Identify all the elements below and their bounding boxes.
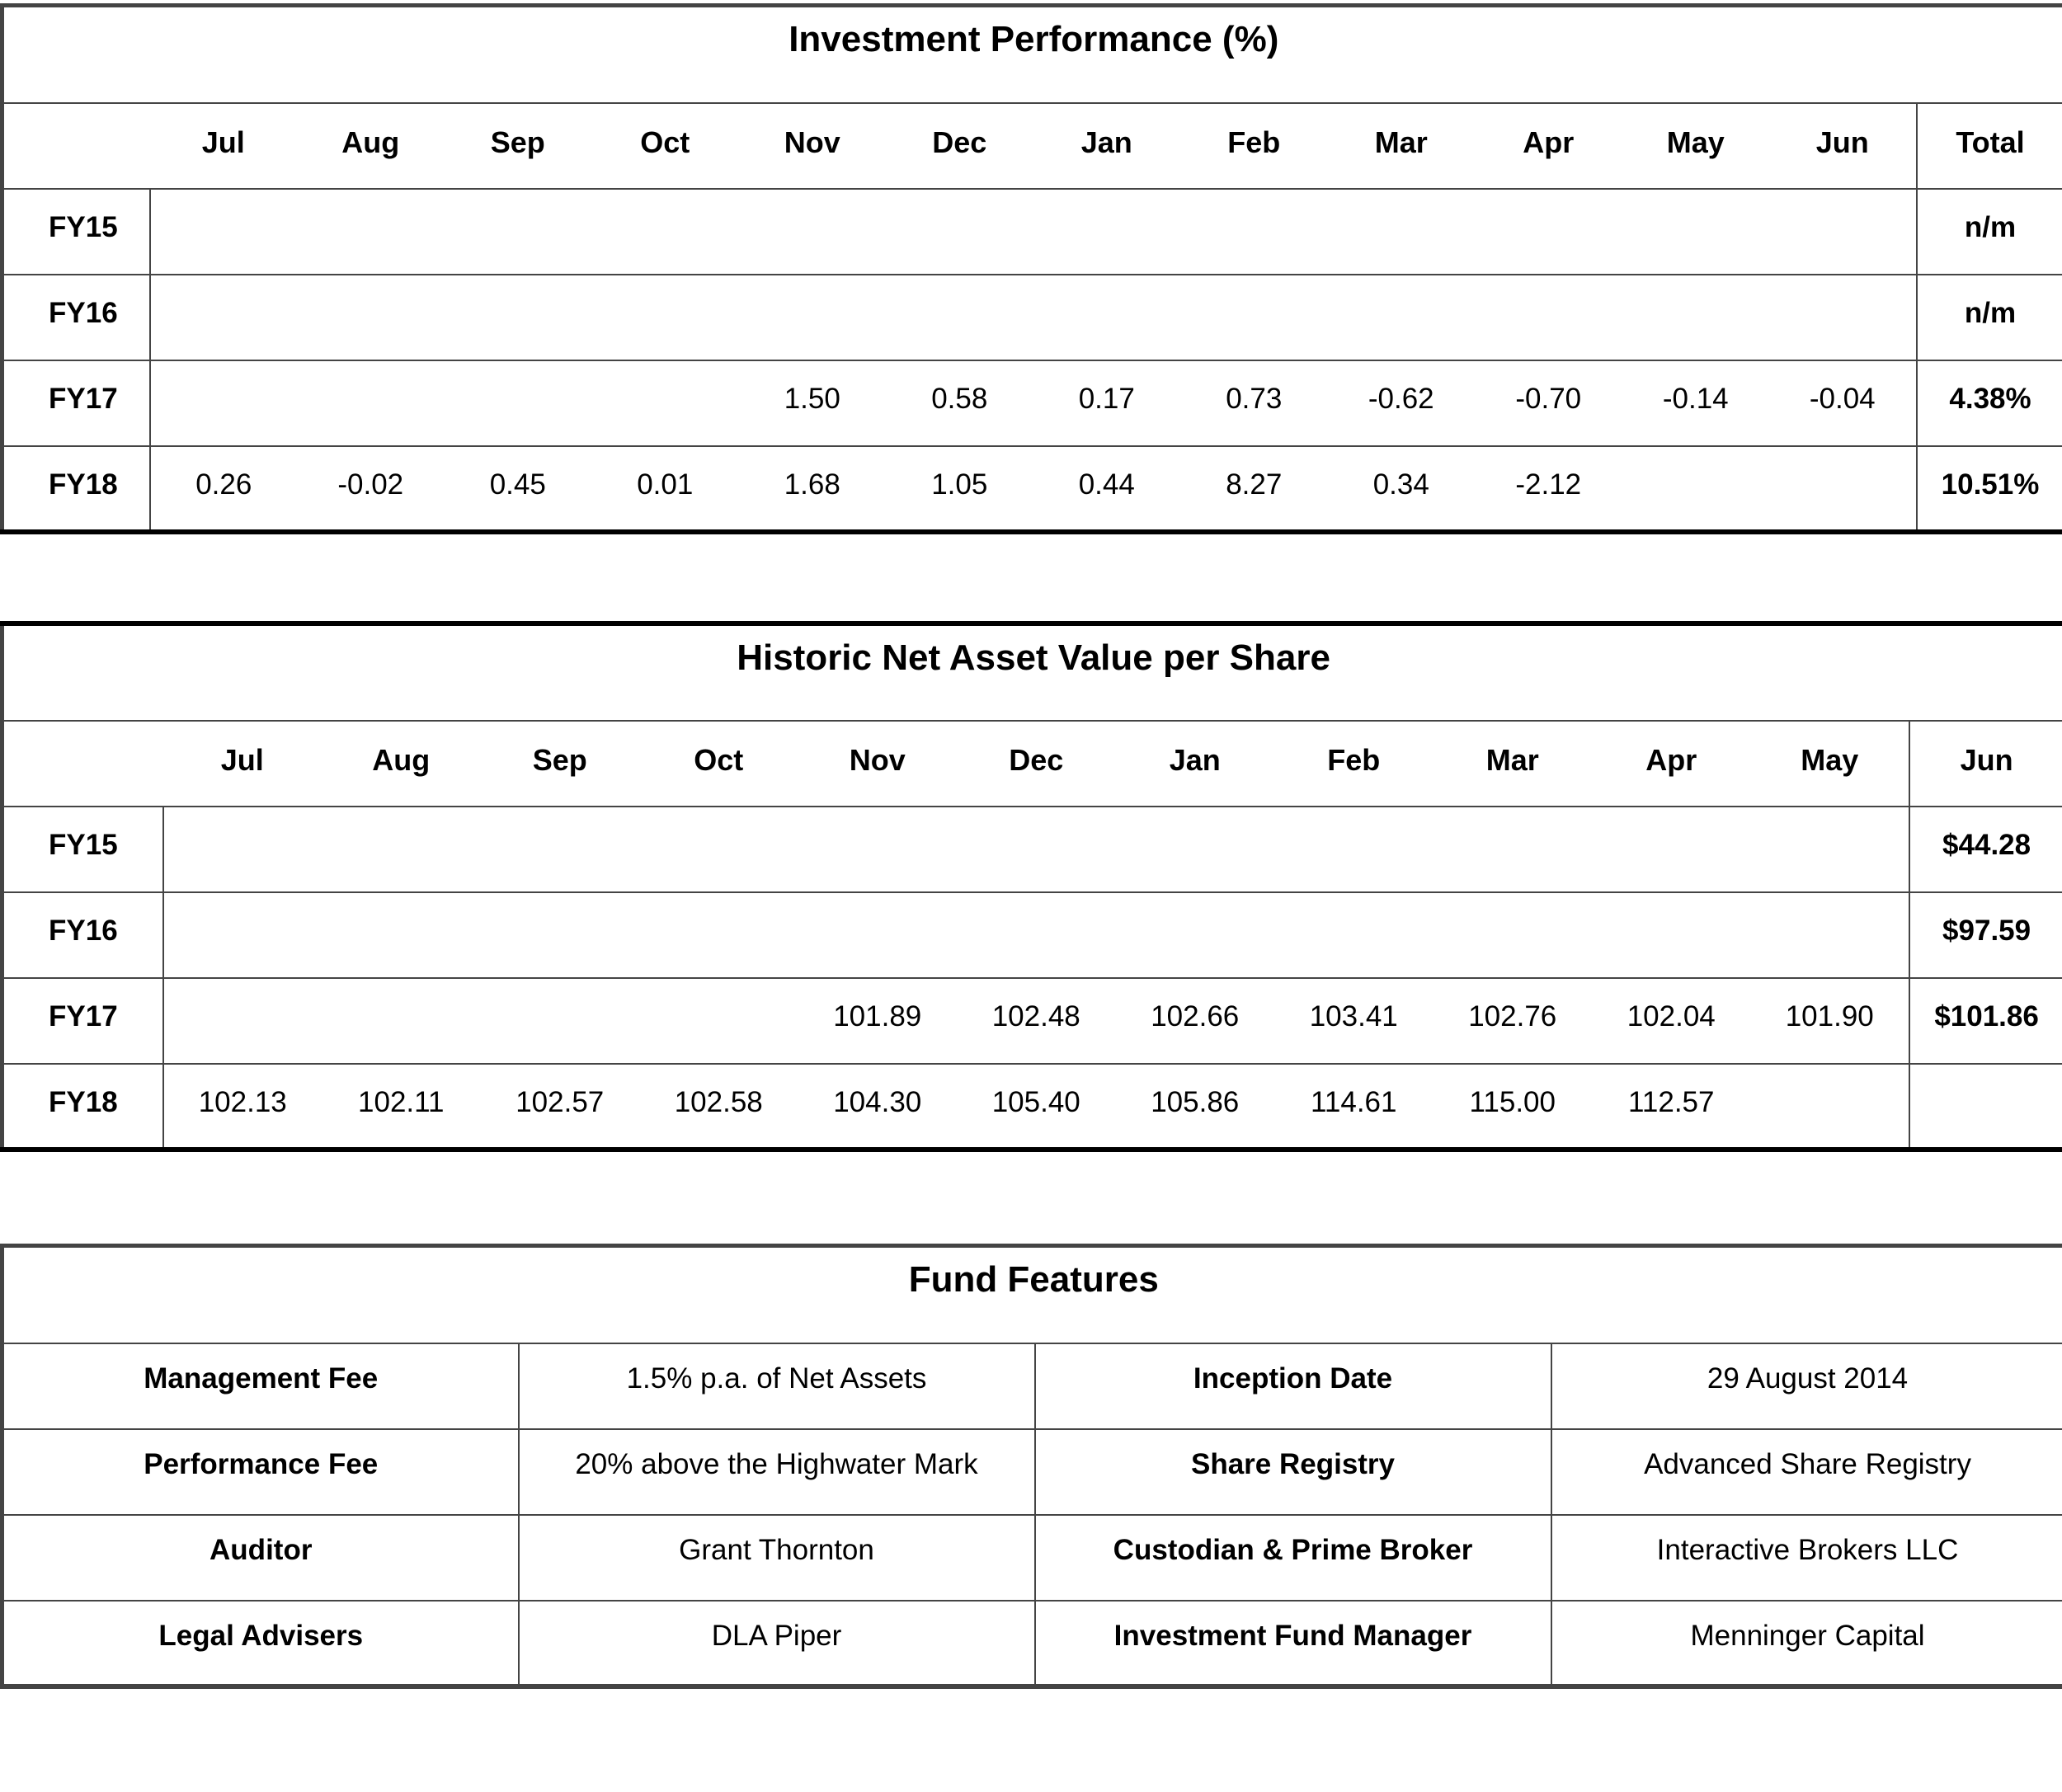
jun-cell: $97.59 (1909, 892, 2062, 978)
value-cell (150, 360, 298, 446)
total-cell: n/m (1917, 189, 2062, 275)
value-cell (1033, 189, 1181, 275)
value-cell: 114.61 (1274, 1064, 1434, 1150)
feature-row (2, 1429, 2062, 1515)
value-cell (1033, 275, 1181, 360)
value-cell (886, 275, 1033, 360)
value-cell (481, 892, 640, 978)
value-cell (150, 189, 298, 275)
feature-row (2, 1601, 2062, 1686)
value-cell: 103.41 (1274, 978, 1434, 1064)
value-cell: 1.50 (739, 360, 887, 446)
value-cell (1769, 189, 1917, 275)
month-header: Oct (591, 103, 739, 189)
value-cell (297, 360, 445, 446)
jun-cell: $44.28 (1909, 807, 2062, 892)
feature-value: Menninger Capital (1551, 1601, 2062, 1686)
value-cell (798, 807, 958, 892)
total-cell: n/m (1917, 275, 2062, 360)
feature-value: Interactive Brokers LLC (1551, 1515, 2062, 1601)
feature-label: Share Registry (1035, 1429, 1551, 1515)
value-cell: 0.01 (591, 446, 739, 532)
month-header: Mar (1434, 721, 1593, 807)
row-label: FY18 (2, 1064, 163, 1150)
value-cell (163, 807, 322, 892)
value-cell (639, 807, 798, 892)
month-header: May (1751, 721, 1910, 807)
table-title: Fund Features (2, 1246, 2062, 1343)
feature-label: Performance Fee (2, 1429, 519, 1515)
month-header: Jul (150, 103, 298, 189)
value-cell: 102.66 (1116, 978, 1275, 1064)
table-row (2, 189, 2062, 275)
value-cell: 0.73 (1180, 360, 1328, 446)
total-cell: 10.51% (1917, 446, 2062, 532)
value-cell (445, 360, 592, 446)
feature-value: DLA Piper (519, 1601, 1035, 1686)
total-cell: 4.38% (1917, 360, 2062, 446)
feature-label: Inception Date (1035, 1343, 1551, 1429)
feature-row (2, 1515, 2062, 1601)
value-cell (886, 189, 1033, 275)
value-cell: 1.05 (886, 446, 1033, 532)
value-cell: 102.58 (639, 1064, 798, 1150)
value-cell (1328, 189, 1476, 275)
value-cell (1434, 892, 1593, 978)
month-header: Nov (739, 103, 887, 189)
value-cell (1274, 892, 1434, 978)
month-header: May (1622, 103, 1770, 189)
value-cell (1751, 1064, 1910, 1150)
value-cell: 0.17 (1033, 360, 1181, 446)
value-cell (739, 189, 887, 275)
value-cell (957, 807, 1116, 892)
value-cell: 1.68 (739, 446, 887, 532)
value-cell: 115.00 (1434, 1064, 1593, 1150)
value-cell (1592, 892, 1751, 978)
month-header: Feb (1180, 103, 1328, 189)
month-header: Apr (1475, 103, 1622, 189)
value-cell: 8.27 (1180, 446, 1328, 532)
row-label: FY15 (2, 807, 163, 892)
value-cell (445, 275, 592, 360)
row-label: FY15 (2, 189, 150, 275)
value-cell (1592, 807, 1751, 892)
value-cell: -2.12 (1475, 446, 1622, 532)
value-cell (1180, 275, 1328, 360)
table-row (2, 1064, 2062, 1150)
month-header: Sep (481, 721, 640, 807)
value-cell: 102.57 (481, 1064, 640, 1150)
value-cell (1475, 275, 1622, 360)
value-cell (1751, 807, 1910, 892)
jun-cell (1909, 1064, 2062, 1150)
table-title: Investment Performance (%) (2, 6, 2062, 103)
value-cell (163, 978, 322, 1064)
value-cell: 0.44 (1033, 446, 1181, 532)
month-header: Mar (1328, 103, 1476, 189)
table-row (2, 807, 2062, 892)
value-cell (798, 892, 958, 978)
month-header: Jul (163, 721, 322, 807)
value-cell (1328, 275, 1476, 360)
value-cell: -0.70 (1475, 360, 1622, 446)
value-cell: 101.90 (1751, 978, 1910, 1064)
value-cell: 0.26 (150, 446, 298, 532)
value-cell (639, 892, 798, 978)
value-cell (1180, 189, 1328, 275)
total-header: Total (1917, 103, 2062, 189)
month-header: Jun (1769, 103, 1917, 189)
feature-label: Investment Fund Manager (1035, 1601, 1551, 1686)
value-cell (739, 275, 887, 360)
corner-cell (2, 721, 163, 807)
month-header: Feb (1274, 721, 1434, 807)
month-header: Jan (1116, 721, 1275, 807)
table-row (2, 360, 2062, 446)
table-row (2, 892, 2062, 978)
value-cell (1622, 275, 1770, 360)
value-cell (1116, 807, 1275, 892)
value-cell: 0.34 (1328, 446, 1476, 532)
month-header: Sep (445, 103, 592, 189)
value-cell: 102.13 (163, 1064, 322, 1150)
value-cell (322, 892, 481, 978)
investment-performance-table (0, 3, 2062, 534)
value-cell (297, 275, 445, 360)
feature-label: Legal Advisers (2, 1601, 519, 1686)
value-cell (481, 807, 640, 892)
feature-value: Grant Thornton (519, 1515, 1035, 1601)
value-cell (163, 892, 322, 978)
value-cell (1622, 446, 1770, 532)
table-row (2, 275, 2062, 360)
feature-label: Custodian & Prime Broker (1035, 1515, 1551, 1601)
value-cell (957, 892, 1116, 978)
value-cell: 112.57 (1592, 1064, 1751, 1150)
feature-value: 29 August 2014 (1551, 1343, 2062, 1429)
value-cell (150, 275, 298, 360)
value-cell (1769, 446, 1917, 532)
feature-value: Advanced Share Registry (1551, 1429, 2062, 1515)
value-cell: 102.11 (322, 1064, 481, 1150)
month-header: Oct (639, 721, 798, 807)
table-row (2, 446, 2062, 532)
header-row (2, 103, 2062, 189)
title-row (2, 623, 2062, 721)
feature-value: 20% above the Highwater Mark (519, 1429, 1035, 1515)
row-label: FY17 (2, 360, 150, 446)
value-cell: 102.48 (957, 978, 1116, 1064)
value-cell: -0.14 (1622, 360, 1770, 446)
row-label: FY18 (2, 446, 150, 532)
jun-header: Jun (1909, 721, 2062, 807)
value-cell: 101.89 (798, 978, 958, 1064)
value-cell: 104.30 (798, 1064, 958, 1150)
feature-label: Auditor (2, 1515, 519, 1601)
value-cell (297, 189, 445, 275)
table-title: Historic Net Asset Value per Share (2, 623, 2062, 721)
month-header: Apr (1592, 721, 1751, 807)
historic-nav-table (0, 621, 2062, 1152)
value-cell (322, 978, 481, 1064)
feature-value: 1.5% p.a. of Net Assets (519, 1343, 1035, 1429)
title-row (2, 6, 2062, 103)
value-cell: 105.40 (957, 1064, 1116, 1150)
value-cell (1274, 807, 1434, 892)
value-cell (445, 189, 592, 275)
value-cell: 0.58 (886, 360, 1033, 446)
row-label: FY17 (2, 978, 163, 1064)
row-label: FY16 (2, 892, 163, 978)
value-cell: 102.76 (1434, 978, 1593, 1064)
value-cell: 102.04 (1592, 978, 1751, 1064)
value-cell (1622, 189, 1770, 275)
value-cell (481, 978, 640, 1064)
value-cell (1116, 892, 1275, 978)
value-cell (639, 978, 798, 1064)
value-cell (1769, 275, 1917, 360)
value-cell (1475, 189, 1622, 275)
jun-cell: $101.86 (1909, 978, 2062, 1064)
value-cell: 0.45 (445, 446, 592, 532)
month-header: Aug (297, 103, 445, 189)
fund-features-table (0, 1244, 2062, 1689)
feature-row (2, 1343, 2062, 1429)
title-row (2, 1246, 2062, 1343)
row-label: FY16 (2, 275, 150, 360)
value-cell (1751, 892, 1910, 978)
corner-cell (2, 103, 150, 189)
value-cell (591, 360, 739, 446)
month-header: Jan (1033, 103, 1181, 189)
value-cell: 105.86 (1116, 1064, 1275, 1150)
value-cell (1434, 807, 1593, 892)
table-row (2, 978, 2062, 1064)
value-cell (322, 807, 481, 892)
value-cell (591, 275, 739, 360)
month-header: Dec (957, 721, 1116, 807)
value-cell: -0.02 (297, 446, 445, 532)
value-cell: -0.04 (1769, 360, 1917, 446)
month-header: Dec (886, 103, 1033, 189)
feature-label: Management Fee (2, 1343, 519, 1429)
header-row (2, 721, 2062, 807)
month-header: Aug (322, 721, 481, 807)
value-cell: -0.62 (1328, 360, 1476, 446)
month-header: Nov (798, 721, 958, 807)
value-cell (591, 189, 739, 275)
